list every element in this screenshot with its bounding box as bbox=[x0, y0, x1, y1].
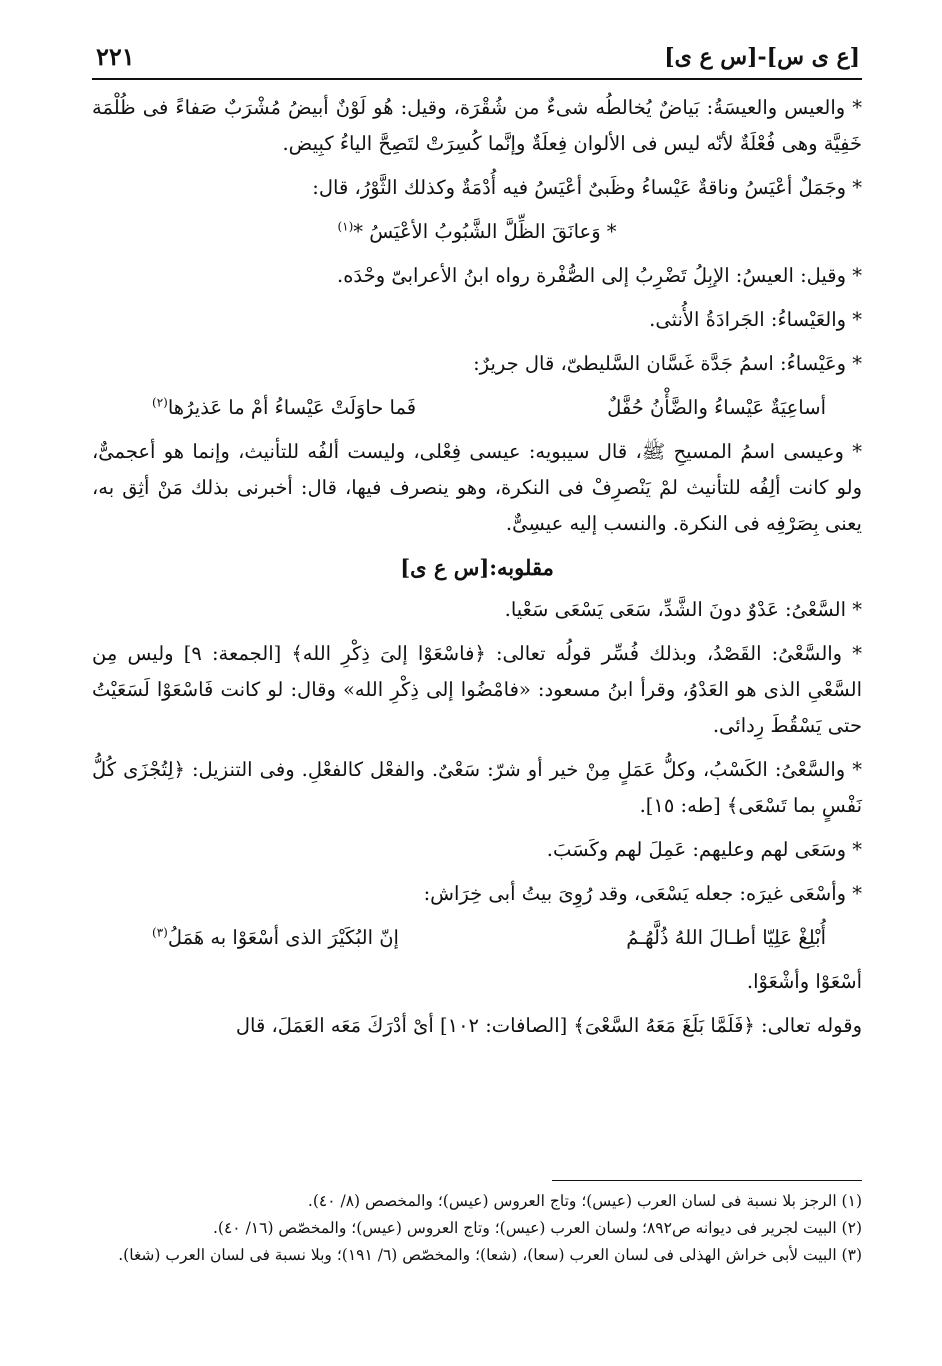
footnotes bbox=[92, 1188, 862, 1269]
footnote: (٣) البيت لأبى خراش الهذلى فى لسان العرب (سعا)، (شعا)؛ والمخصّص (٦/ ١٩١)؛ وبلا نسبة فى لسان العرب (شغا). bbox=[118, 1246, 862, 1264]
section-heading: مقلوبه:[س ع ى] bbox=[400, 555, 554, 580]
paragraph: * والعَيْساءُ: الجَرادَةُ الأُنثى. bbox=[649, 308, 862, 331]
paragraph: * والسَّعْىُ: الكَسْبُ، وكلُّ عَمَلٍ مِنْ خير أو شرّ: سَعْىٌ. والفعْل كالفعْلِ. وفى التنزيل: ﴿لِتُجْزَى كُلُّ نَفْسٍ بما تَسْعَى﴾ [طه: ١٥]. bbox=[92, 758, 862, 817]
verse-first-hemistich: أُبْلِغْ عَلِيّا أطـالَ اللهُ ذُلَّهُـمُ bbox=[626, 926, 826, 949]
page bbox=[92, 38, 862, 1338]
paragraph: * وأسْعَى غيرَه: جعله يَسْعَى، وقد رُوِىَ بيتُ أبى خِرَاش: bbox=[423, 882, 862, 905]
verse-couplet bbox=[92, 920, 862, 956]
verse-text: إنّ البُكَيْرَ الذى أسْعَوْا به هَمَلُ bbox=[167, 926, 399, 949]
verse-text: * وَعانَقَ الظِّلَّ الشَّبُوبُ الأعْيَسُ * bbox=[353, 220, 617, 243]
running-head: [ع ى س]-[س ع ى] bbox=[664, 44, 860, 70]
paragraph: * والسَّعْىُ: القَصْدُ، وبذلك فُسِّر قولُه تعالى: ﴿فاسْعَوْا إلىَ ذِكْرِ الله﴾ [الجمعة: ٩] وليس مِن السَّعْىِ الذى هو العَدْوُ، وقرأ ابنُ مسعود: «فامْضُوا إلى ذِكْرِ الله» وقال: لو كانت فَاسْعَوْا لَسَعَيْتُ حتى يَسْقُطَ رِدائى. bbox=[92, 642, 862, 737]
footnote-marker: (٢) bbox=[152, 395, 168, 410]
page-number: ٢٢١ bbox=[96, 42, 135, 71]
paragraph: * وعيسى اسمُ المسيحِ ﷺ، قال سيبويه: عيسى فِعْلى، وليست ألفُه للتأنيث، وإنما هو أعجمىٌّ، ولو كانت ألِفُه للتأنيث لمْ يَنْصرِفْ فى النكرة، وهو ينصرف فيها، قال: أخبرنى بذلك مَنْ أثِق به، يعنى بِصَرْفِه فى النكرة. والنسب إليه عيسِىٌّ. bbox=[92, 440, 862, 535]
page-header bbox=[92, 38, 862, 80]
verse-second-hemistich bbox=[152, 390, 416, 426]
verse-first-hemistich: أساعِيَةٌ عَيْساءُ والضَّأْنُ حُفَّلٌ bbox=[607, 396, 826, 419]
verse-line bbox=[92, 214, 862, 250]
paragraph: * وقيل: العيسُ: الإبِلُ تَضْرِبُ إلى الصُّفْرة رواه ابنُ الأعرابىّ وحْدَه. bbox=[337, 264, 862, 287]
paragraph: * وسَعَى لهم وعليهم: عَمِلَ لهم وكَسَبَ. bbox=[546, 838, 862, 861]
paragraph: * وعَيْساءُ: اسمُ جَدَّة غَسَّان السَّليطىّ، قال جريرٌ: bbox=[473, 352, 862, 375]
paragraph: * والعيس والعيسَةُ: بَياضٌ يُخالطُه شىءٌ من شُقْرَة، وقيل: هُو لَوْنٌ أبيضُ مُشْرَبٌ صَفاءً فى ظُلْمَة خَفِيَّة وهى فُعْلَةٌ لأنّه ليس فى الألوان فِعلَةٌ وإنَّما كُسِرَتْ لتَصِحَّ الياءُ كبِيض. bbox=[92, 96, 862, 155]
verse-text: فَما حاوَلَتْ عَيْساءُ أمْ ما عَذيرُها bbox=[167, 396, 417, 419]
footnote-marker: (١) bbox=[337, 219, 354, 234]
paragraph: * وجَمَلٌ أعْيَسُ وناقةٌ عَيْساءُ وظَبىٌ أعْيَسُ فيه أُدْمَةٌ وكذلك الثَّوْرُ، قال: bbox=[312, 176, 862, 199]
verse-second-hemistich bbox=[152, 920, 399, 956]
footnote-marker: (٣) bbox=[152, 925, 168, 940]
paragraph: أسْعَوْا وأشْعَوْا. bbox=[746, 970, 862, 993]
verse-couplet bbox=[92, 390, 862, 426]
footnote-divider bbox=[552, 1180, 862, 1181]
paragraph: وقوله تعالى: ﴿فَلَمَّا بَلَغَ مَعَهُ السَّعْىَ﴾ [الصافات: ١٠٢] أىْ أدْرَكَ مَعَه العَمَلَ، قال bbox=[235, 1014, 862, 1037]
paragraph: * السَّعْىُ: عَدْوٌ دونَ الشَّدِّ، سَعَى يَسْعَى سَعْيا. bbox=[504, 598, 862, 621]
footnote: (١) الرجز بلا نسبة فى لسان العرب (عيس)؛ وتاج العروس (عيس)؛ والمخصص (٨/ ٤٠). bbox=[307, 1192, 862, 1210]
footnote: (٢) البيت لجرير فى ديوانه ص٨٩٢؛ ولسان العرب (عيس)؛ وتاج العروس (عيس)؛ والمخصّص (١٦/ ٤٠). bbox=[213, 1219, 862, 1237]
main-text bbox=[92, 90, 862, 1044]
